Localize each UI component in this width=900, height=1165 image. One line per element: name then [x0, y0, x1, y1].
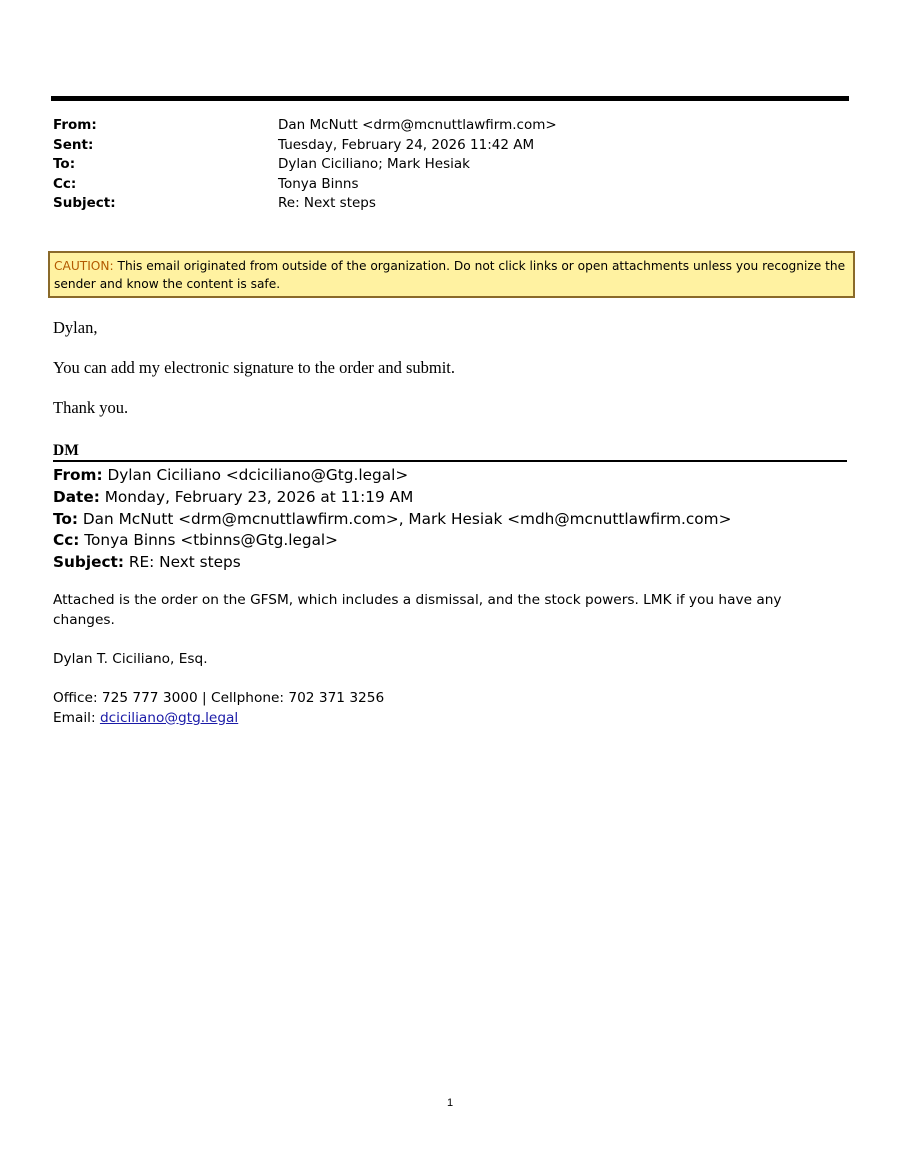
reply-closing: Thank you.: [53, 398, 129, 417]
reply-body: [53, 318, 843, 438]
cc-value: Tonya Binns: [278, 175, 359, 192]
orig-email-row: [53, 709, 823, 729]
caution-banner: [48, 251, 855, 298]
original-message-header: [53, 465, 853, 574]
orig-email-label: Email:: [53, 709, 100, 726]
header-row-sent: [53, 136, 833, 156]
original-message-body: [53, 591, 823, 728]
orig-to-label: To:: [53, 509, 79, 528]
orig-subject-label: Subject:: [53, 553, 124, 572]
header-top-rule: [51, 96, 849, 101]
page-number: 1: [446, 1097, 454, 1109]
sent-label: Sent:: [53, 136, 94, 153]
orig-subject-value: RE: Next steps: [123, 553, 241, 572]
to-label: To:: [53, 156, 76, 172]
from-value: Dan McNutt <drm@mcnuttlawfirm.com>: [278, 117, 557, 133]
orig-from-label: From:: [53, 466, 103, 484]
orig-signer: Dylan T. Ciciliano, Esq.: [53, 650, 208, 667]
sent-value: Tuesday, February 24, 2026 11:42 AM: [278, 136, 535, 153]
caution-text: This email originated from outside of the organization. Do not click links or open attachments unless you recognize the sender and know the content is safe.: [54, 259, 846, 291]
orig-cc-label: Cc:: [53, 531, 80, 550]
orig-to-row: [53, 509, 853, 531]
orig-from-value: Dylan Ciciliano <dciciliano@Gtg.legal>: [102, 466, 409, 484]
from-label: From:: [53, 117, 97, 133]
cc-label: Cc:: [53, 175, 77, 192]
header-row-to: [53, 155, 833, 175]
orig-date-value: Monday, February 23, 2026 at 11:19 AM: [99, 487, 414, 506]
caution-label: CAUTION:: [54, 259, 114, 273]
orig-from-row: [53, 465, 853, 487]
orig-to-value: Dan McNutt <drm@mcnuttlawfirm.com>, Mark Hesiak <mdh@mcnuttlawfirm.com>: [78, 509, 732, 528]
orig-date-label: Date:: [53, 487, 100, 506]
subject-label: Subject:: [53, 195, 116, 211]
orig-subject-row: [53, 552, 853, 574]
orig-phones: Office: 725 777 3000 | Cellphone: 702 371 3256: [53, 689, 385, 706]
subject-value: Re: Next steps: [278, 195, 376, 211]
reply-greeting: Dylan,: [53, 318, 98, 337]
header-row-cc: [53, 175, 833, 195]
orig-email-link[interactable]: dciciliano@gtg.legal: [99, 709, 239, 726]
reply-signature: DM: [53, 441, 847, 462]
orig-cc-row: [53, 530, 853, 552]
header-row-subject: [53, 194, 833, 214]
to-value: Dylan Ciciliano; Mark Hesiak: [278, 156, 470, 172]
reply-message: You can add my electronic signature to the order and submit.: [53, 358, 456, 377]
orig-body-text: Attached is the order on the GFSM, which includes a dismissal, and the stock powers. LMK if you have any changes.: [53, 592, 782, 628]
email-header: [53, 116, 833, 214]
header-row-from: [53, 116, 833, 136]
orig-cc-value: Tonya Binns <tbinns@Gtg.legal>: [79, 531, 339, 550]
orig-date-row: [53, 487, 853, 509]
